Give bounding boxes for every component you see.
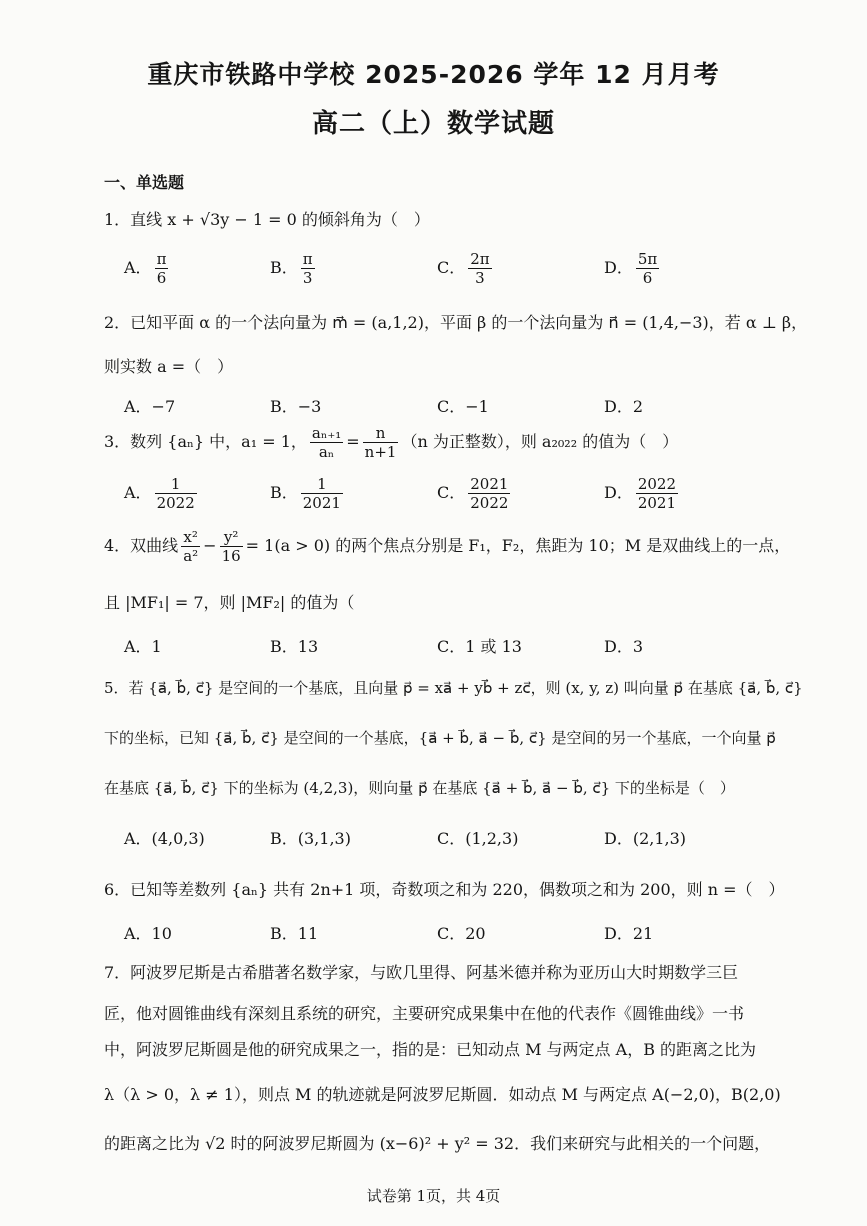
question-5-stem-line-3: 在基底 {a⃗, b⃗, c⃗} 下的坐标为 (4,2,3)，则向量 p⃗ 在基底 {a⃗ + b⃗, a⃗ − b⃗, c⃗} 下的坐标是（ ） xyxy=(104,779,735,797)
option-label: A． xyxy=(124,258,152,277)
question-6-option-b: B．11 xyxy=(270,924,319,943)
denominator: a² xyxy=(183,547,199,565)
question-2-option-b: B．−3 xyxy=(270,397,322,416)
question-4-option-b: B．13 xyxy=(270,637,319,656)
question-6-stem: 6．已知等差数列 {aₙ} 共有 2n+1 项，奇数项之和为 220，偶数项之和为 200，则 n =（ ） xyxy=(104,880,785,899)
question-3-option-b xyxy=(270,475,346,512)
numerator: 2022 xyxy=(637,475,677,493)
question-5-stem-line-1: 5．若 {a⃗, b⃗, c⃗} 是空间的一个基底，且向量 p⃗ = xa⃗ + yb⃗ + zc⃗，则 (x, y, z) 叫向量 p⃗ 在基底 {a⃗, b⃗, c⃗} xyxy=(104,679,803,697)
question-1-option-b xyxy=(270,250,318,287)
denominator: 16 xyxy=(221,547,241,565)
question-7-stem-line-5: 的距离之比为 √2 时的阿波罗尼斯圆为 (x−6)² + y² = 32．我们来研究与此相关的一个问题， xyxy=(104,1134,771,1153)
fraction xyxy=(636,250,659,287)
numerator: π xyxy=(156,250,167,268)
numerator: 5π xyxy=(637,250,658,268)
exam-title: 重庆市铁路中学校 2025-2026 学年 12 月月考 xyxy=(147,60,720,89)
question-1-option-c xyxy=(437,250,495,287)
numerator: 1 xyxy=(155,475,197,494)
stem-text: 4．双曲线 xyxy=(104,536,179,555)
question-5-option-b: B．(3,1,3) xyxy=(270,829,351,848)
option-label: D． xyxy=(604,483,633,502)
question-1-option-a xyxy=(124,250,171,287)
question-7-stem-line-3: 中，阿波罗尼斯圆是他的研究成果之一，指的是：已知动点 M 与两定点 A，B 的距离之比为 xyxy=(104,1040,757,1059)
fraction xyxy=(220,528,243,565)
option-label: C． xyxy=(437,258,466,277)
denominator: 2021 xyxy=(302,494,341,512)
fraction xyxy=(301,475,343,512)
question-7-stem-line-1: 7．阿波罗尼斯是古希腊著名数学家，与欧几里得、阿基米德并称为亚历山大时期数学三巨 xyxy=(104,963,739,982)
denominator: 3 xyxy=(302,269,313,287)
fraction xyxy=(636,475,678,512)
question-6-option-c: C．20 xyxy=(437,924,486,943)
question-7-stem-line-4: λ（λ > 0，λ ≠ 1），则点 M 的轨迹就是阿波罗尼斯圆．如动点 M 与两定点 A(−2,0)，B(2,0) xyxy=(104,1085,781,1104)
question-4-stem-line-2: 且 |MF₁| = 7，则 |MF₂| 的值为（ xyxy=(104,593,355,612)
question-2-stem-line-2: 则实数 a =（ ） xyxy=(104,357,234,376)
exam-subtitle: 高二（上）数学试题 xyxy=(311,109,555,139)
denominator: 6 xyxy=(156,269,167,287)
numerator: aₙ₊₁ xyxy=(311,424,342,442)
fraction xyxy=(310,424,343,461)
denominator: 2021 xyxy=(637,494,677,512)
numerator: π xyxy=(302,250,313,268)
numerator: x² xyxy=(181,528,200,547)
page-footer: 试卷第 1页，共 4页 xyxy=(366,1187,501,1205)
fraction xyxy=(468,250,491,287)
numerator: n xyxy=(363,424,399,443)
denominator: aₙ xyxy=(318,443,335,461)
question-5-option-d: D．(2,1,3) xyxy=(604,829,687,848)
equals-sign: = xyxy=(346,432,360,451)
question-4-option-c: C．1 或 13 xyxy=(437,637,522,656)
fraction xyxy=(155,250,169,287)
option-label: A． xyxy=(124,483,152,502)
question-5-option-c: C．(1,2,3) xyxy=(437,829,519,848)
question-6-option-d: D．21 xyxy=(604,924,654,943)
stem-text: 3．数列 {aₙ} 中，a₁ = 1， xyxy=(104,432,307,451)
numerator: 2π xyxy=(470,250,490,268)
numerator: y² xyxy=(220,528,243,547)
question-3-option-a xyxy=(124,475,200,512)
numerator: 2021 xyxy=(470,475,509,493)
denominator: 2022 xyxy=(470,494,509,512)
question-1-stem: 1．直线 x + √3y − 1 = 0 的倾斜角为（ ） xyxy=(104,210,430,229)
question-2-option-c: C．−1 xyxy=(437,397,489,416)
question-3-option-d xyxy=(604,475,681,512)
question-4-option-a: A．1 xyxy=(124,637,162,656)
fraction xyxy=(363,424,399,461)
question-3-option-c xyxy=(437,475,513,512)
question-7-stem-line-2: 匠，他对圆锥曲线有深刻且系统的研究，主要研究成果集中在他的代表作《圆锥曲线》一书 xyxy=(104,1004,745,1023)
stem-text: （n 为正整数），则 a₂₀₂₂ 的值为（ ） xyxy=(401,432,679,451)
question-6-option-a: A．10 xyxy=(124,924,172,943)
fraction xyxy=(468,475,510,512)
denominator: 3 xyxy=(475,269,485,287)
fraction xyxy=(155,475,197,512)
numerator: 1 xyxy=(301,475,343,494)
question-3-stem xyxy=(104,424,678,461)
question-4-stem-line-1 xyxy=(104,528,790,565)
question-2-option-a: A．−7 xyxy=(124,397,176,416)
option-label: B． xyxy=(270,258,298,277)
question-2-stem-line-1: 2．已知平面 α 的一个法向量为 m⃗ = (a,1,2)，平面 β 的一个法向量为 n⃗ = (1,4,−3)，若 α ⊥ β， xyxy=(104,313,808,332)
question-4-option-d: D．3 xyxy=(604,637,644,656)
question-5-option-a: A．(4,0,3) xyxy=(124,829,205,848)
option-label: D． xyxy=(604,258,633,277)
option-label: C． xyxy=(437,483,466,502)
stem-text: = 1(a > 0) 的两个焦点分别是 F₁，F₂，焦距为 10；M 是双曲线上的一点， xyxy=(245,536,791,555)
minus-sign: − xyxy=(203,536,217,555)
denominator: n+1 xyxy=(364,443,397,461)
denominator: 6 xyxy=(642,269,653,287)
option-label: B． xyxy=(270,483,298,502)
denominator: 2022 xyxy=(156,494,195,512)
question-2-option-d: D．2 xyxy=(604,397,644,416)
fraction xyxy=(181,528,200,565)
section-heading: 一、单选题 xyxy=(104,173,185,192)
question-5-stem-line-2: 下的坐标，已知 {a⃗, b⃗, c⃗} 是空间的一个基底，{a⃗ + b⃗, a⃗ − b⃗, c⃗} 是空间的另一个基底，一个向量 p⃗ xyxy=(104,729,776,747)
fraction xyxy=(301,250,315,287)
question-1-option-d xyxy=(604,250,662,287)
